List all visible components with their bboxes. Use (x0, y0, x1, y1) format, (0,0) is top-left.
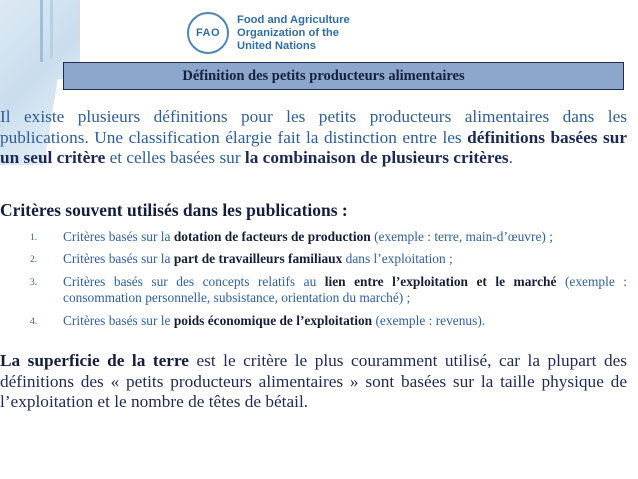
conclusion-bold: La superficie de la terre (0, 351, 189, 370)
list-item: 4. Critères basés sur le poids économique de l’exploitation (exemple : revenus). (0, 313, 627, 330)
corner-line (50, 0, 53, 58)
logo-line-2: Organization of the (237, 26, 339, 39)
list-number: 4. (30, 316, 38, 327)
list-item: 2. Critères basés sur la part de travailleurs familiaux dans l’exploitation ; (0, 251, 627, 268)
list-number: 1. (30, 232, 38, 243)
list-item: 3. Critères basés sur des concepts relatifs au lien entre l’exploitation et le marché (exemple : consommation personnelle, subsistance, orientation du marché) ; (30, 273, 627, 305)
intro-bold-2: la combinaison de plusieurs critères (244, 148, 509, 167)
list-number: 2. (30, 255, 38, 265)
intro-bold-1: définitions basées sur un seul critère (0, 127, 627, 167)
slide-content (0, 107, 627, 413)
criteria-list (0, 229, 627, 330)
criteria-heading: Critères souvent utilisés dans les publications : (0, 199, 348, 220)
page-title: Définition des petits producteurs alimentaires (182, 67, 465, 84)
list-item: 1. Critères basés sur la dotation de facteurs de production (exemple : terre, main-d’œuvre) ; (0, 229, 627, 246)
list-number: 3. (30, 277, 38, 288)
logo-line-3: United Nations (237, 39, 316, 52)
title-bar (63, 62, 624, 90)
fao-logo-text (237, 14, 350, 53)
fao-emblem-icon: FAO (187, 12, 229, 54)
fao-logo (187, 10, 437, 56)
corner-line (40, 0, 43, 62)
intro-paragraph: Il existe plusieurs définitions pour les petits producteurs alimentaires dans les publications. Une classification élargie fait la distinction entre les définitions basées sur un seul critère et celles basées sur la combinaison de plusieurs critères. (0, 107, 627, 167)
conclusion-paragraph: La superficie de la terre est le critère le plus couramment utilisé, car la plupart des définitions des « petits producteurs alimentaires » sont basées sur la taille physique de l’exploitation et le nombre de têtes de bétail. (0, 351, 627, 411)
logo-line-1: Food and Agriculture (237, 13, 350, 26)
